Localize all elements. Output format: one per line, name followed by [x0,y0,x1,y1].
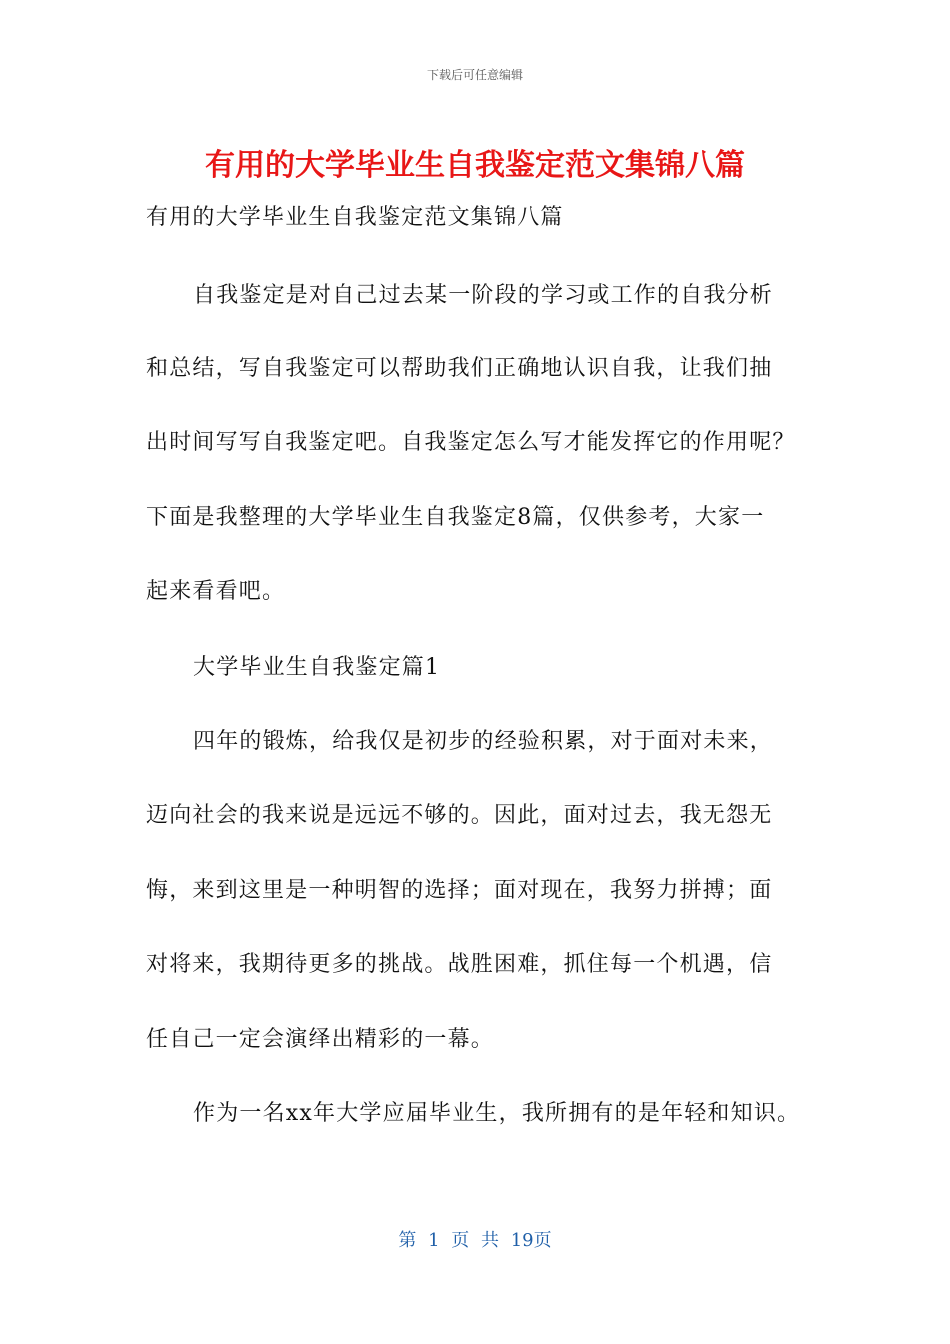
document-title: 有用的大学毕业生自我鉴定范文集锦八篇 [205,148,745,183]
intro-line: 出时间写写自我鉴定吧。自我鉴定怎么写才能发挥它的作用呢？ [146,430,796,455]
intro-line: 和总结，写自我鉴定可以帮助我们正确地认识自我，让我们抽 [146,356,773,381]
paragraph-line: 对将来，我期待更多的挑战。战胜困难，抓住每一个机遇，信 [146,952,773,977]
intro-line: 起来看看吧。 [146,579,286,604]
intro-line: 自我鉴定是对自己过去某一阶段的学习或工作的自我分析 [193,283,774,308]
paragraph-line: 作为一名xx年大学应届毕业生，我所拥有的是年轻和知识。 [193,1101,801,1126]
paragraph-line: 悔，来到这里是一种明智的选择；面对现在，我努力拼搏；面 [146,878,773,903]
document-subtitle: 有用的大学毕业生自我鉴定范文集锦八篇 [146,205,564,230]
page-header: 下载后可任意编辑 [426,68,523,82]
page-number-footer: 第 1 页 共 19页 [398,1230,552,1251]
section-heading: 大学毕业生自我鉴定篇1 [193,655,441,680]
paragraph-line: 四年的锻炼，给我仅是初步的经验积累，对于面对未来， [193,729,774,754]
intro-line: 下面是我整理的大学毕业生自我鉴定8篇，仅供参考，大家一 [146,505,765,530]
paragraph-line: 迈向社会的我来说是远远不够的。因此，面对过去，我无怨无 [146,803,773,828]
paragraph-line: 任自己一定会演绎出精彩的一幕。 [146,1027,495,1052]
